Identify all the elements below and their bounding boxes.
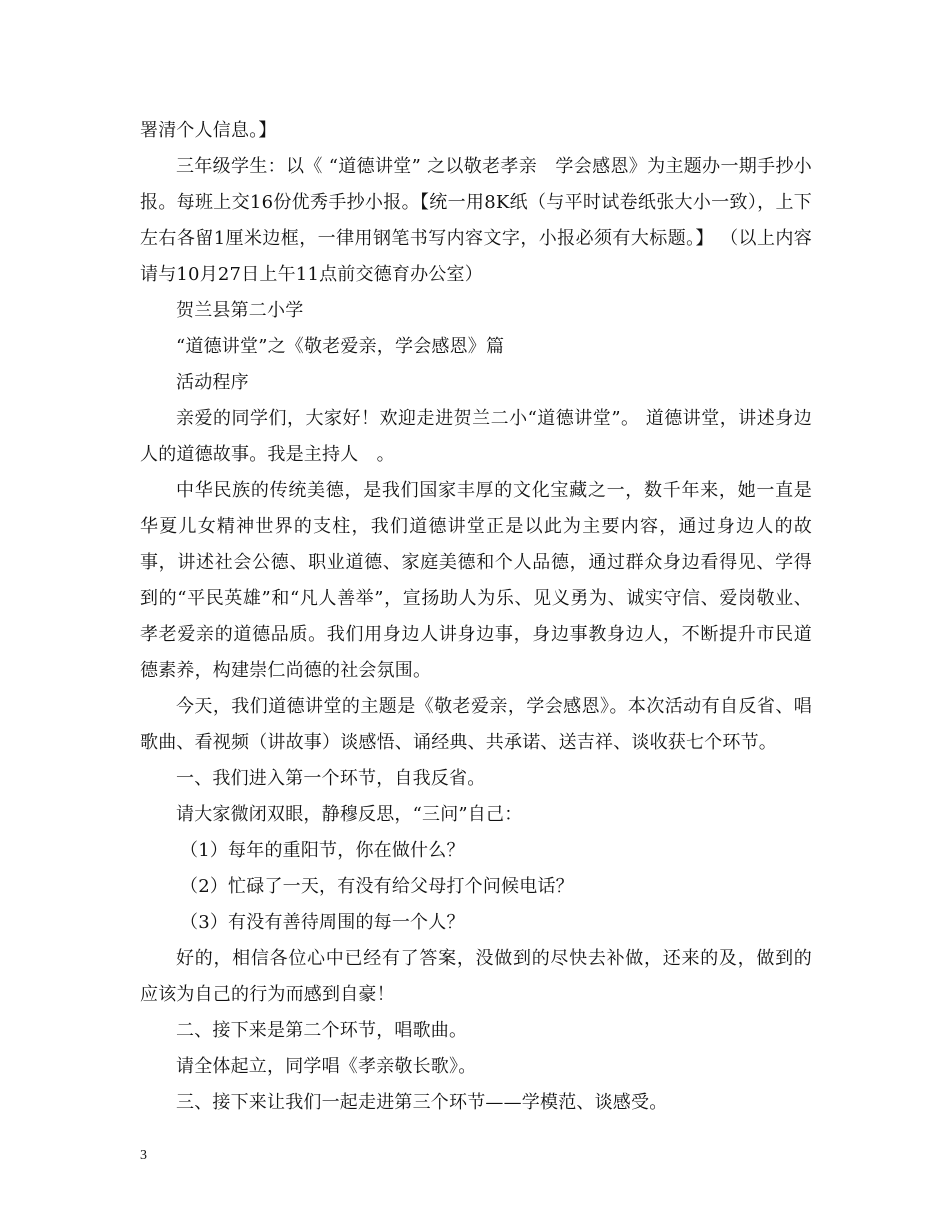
paragraph-tradition: 中华民族的传统美德，是我们国家丰厚的文化宝藏之一，数千年来，她一直是华夏儿女精神世界的支柱，我们道德讲堂正是以此为主要内容，通过身边人的故事，讲述社会公德、职业道德、家庭美德和个人品德，通过群众身边看得见、学得到的“平民英雄”和“凡人善举”，宣扬助人为乐、见义勇为、诚实守信、爱岗敬业、孝老爱亲的道德品质。我们用身边人讲身边事，身边事教身边人，不断提升市民道德素养，构建崇仁尚德的社会氛围。 [140,480,812,681]
section-title: “道德讲堂”之《敬老爱亲，学会感恩》篇 [176,336,505,357]
paragraph-reflect: 请大家微闭双眼，静穆反思，“三问”自己： [176,804,523,825]
step-one-heading: 一、我们进入第一个环节，自我反省。 [176,768,486,789]
paragraph-grade-three-task: 三年级学生：以《 “道德讲堂” 之以敬老孝亲 学会感恩》为主题办一期手抄小报。每班上交16份优秀手抄小报。【统一用8K纸（与平时试卷纸张大小一致），上下左右各留1厘米边框，一律用钢笔书写内容文字，小报必须有大标题。】 （以上内容请与10月27日上午11点前交德育办公室） [140,156,812,285]
step-three-heading: 三、接下来让我们一起走进第三个环节——学模范、谈感受。 [176,1092,668,1113]
paragraph-sing: 请全体起立，同学唱《孝亲敬长歌》。 [176,1056,477,1077]
paragraph-theme: 今天，我们道德讲堂的主题是《敬老爱亲，学会感恩》。本次活动有自反省、唱歌曲、看视频（讲故事）谈感悟、诵经典、共承诺、送吉祥、谈收获七个环节。 [140,696,812,753]
question-item: （1）每年的重阳节，你在做什么？ [180,840,465,861]
school-name: 贺兰县第二小学 [176,300,304,321]
question-item: （2）忙碌了一天，有没有给父母打个问候电话？ [180,876,574,897]
step-two-heading: 二、接下来是第二个环节，唱歌曲。 [176,1020,468,1041]
question-item: （3）有没有善待周围的每一个人？ [180,912,465,933]
paragraph-continuation: 署清个人信息。】 [140,120,277,141]
document-body [140,113,812,1121]
paragraph-answer: 好的，相信各位心中已经有了答案，没做到的尽快去补做，还来的及，做到的应该为自己的行为而感到自豪！ [140,948,812,1005]
activity-program-heading: 活动程序 [176,372,249,393]
paragraph-welcome: 亲爱的同学们，大家好！欢迎走进贺兰二小“道德讲堂”。 道德讲堂，讲述身边人的道德故事。我是主持人 。 [140,408,812,465]
page-number: 3 [140,1148,147,1163]
